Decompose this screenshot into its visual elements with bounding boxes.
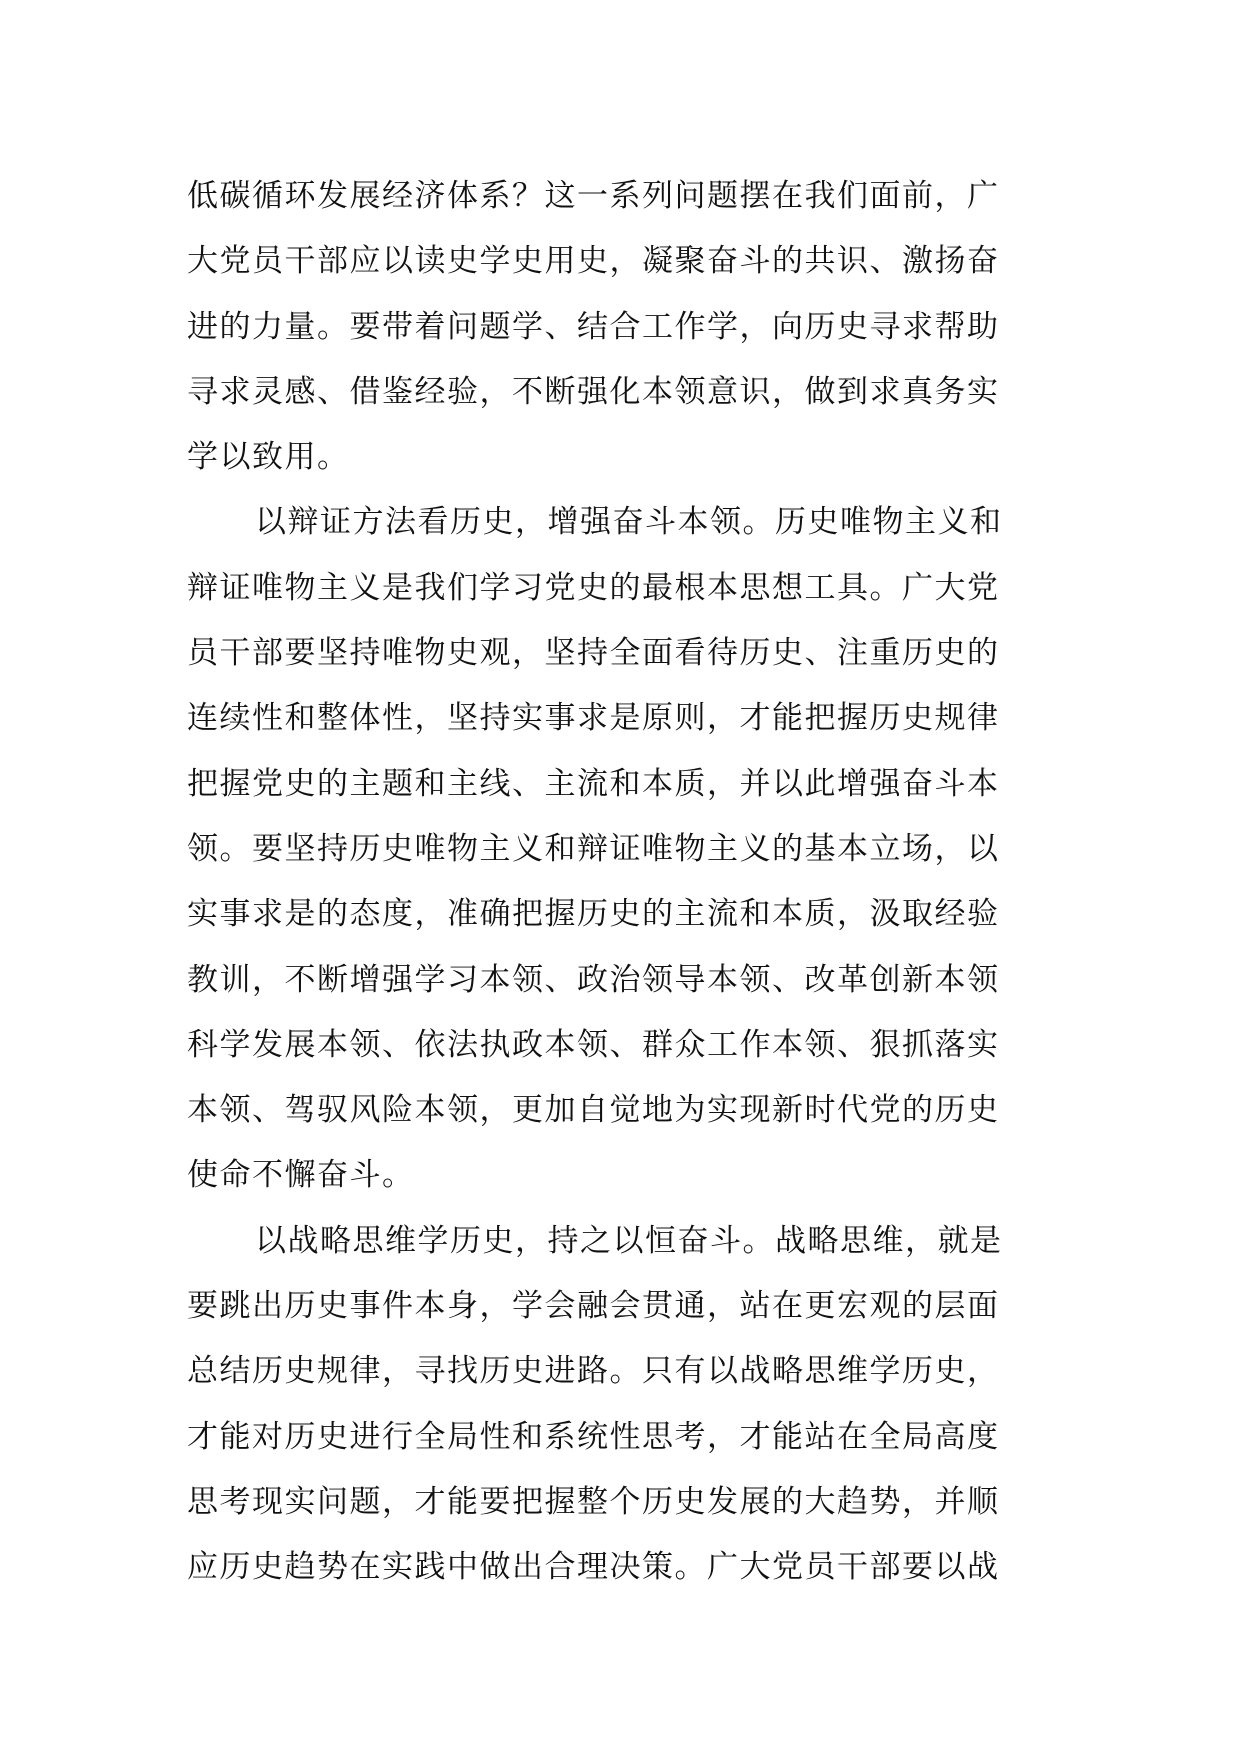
- paragraph-first-line: 以辩证方法看历史，增强奋斗本领。历史唯物主义和: [255, 504, 1003, 541]
- text-line: 连续性和整体性，坚持实事求是原则，才能把握历史规律: [187, 700, 1000, 737]
- text-line: 本领、驾驭风险本领，更加自觉地为实现新时代党的历史: [187, 1092, 1000, 1129]
- text-line: 要跳出历史事件本身，学会融会贯通，站在更宏观的层面: [187, 1288, 1000, 1325]
- text-line: 把握党史的主题和主线、主流和本质，并以此增强奋斗本: [187, 765, 1000, 802]
- text-line: 科学发展本领、依法执政本领、群众工作本领、狠抓落实: [187, 1026, 1000, 1063]
- text-line: 应历史趋势在实践中做出合理决策。广大党员干部要以战: [187, 1549, 1000, 1586]
- body-text: [187, 164, 1067, 1601]
- text-line: 总结历史规律，寻找历史进路。只有以战略思维学历史，: [187, 1353, 1000, 1390]
- text-line: 寻求灵感、借鉴经验，不断强化本领意识，做到求真务实: [187, 373, 1000, 410]
- text-line: 进的力量。要带着问题学、结合工作学，向历史寻求帮助: [187, 308, 1000, 345]
- text-line: 领。要坚持历史唯物主义和辩证唯物主义的基本立场，以: [187, 830, 1000, 867]
- text-line: 才能对历史进行全局性和系统性思考，才能站在全局高度: [187, 1418, 1000, 1455]
- text-line: 低碳循环发展经济体系？这一系列问题摆在我们面前，广: [187, 178, 1000, 214]
- text-line: 使命不懈奋斗。: [187, 1157, 415, 1194]
- text-line: 教训，不断增强学习本领、政治领导本领、改革创新本领: [187, 961, 1000, 998]
- text-line: 辩证唯物主义是我们学习党史的最根本思想工具。广大党: [187, 569, 1000, 606]
- text-line: 实事求是的态度，准确把握历史的主流和本质，汲取经验: [187, 896, 1000, 933]
- text-line: 思考现实问题，才能要把握整个历史发展的大趋势，并顺: [187, 1483, 1000, 1520]
- paragraph-first-line: 以战略思维学历史，持之以恒奋斗。战略思维，就是: [255, 1222, 1003, 1259]
- text-line: 学以致用。: [187, 439, 350, 476]
- text-line: 员干部要坚持唯物史观，坚持全面看待历史、注重历史的: [187, 635, 1000, 672]
- text-line: 大党员干部应以读史学史用史，凝聚奋斗的共识、激扬奋: [187, 243, 1000, 280]
